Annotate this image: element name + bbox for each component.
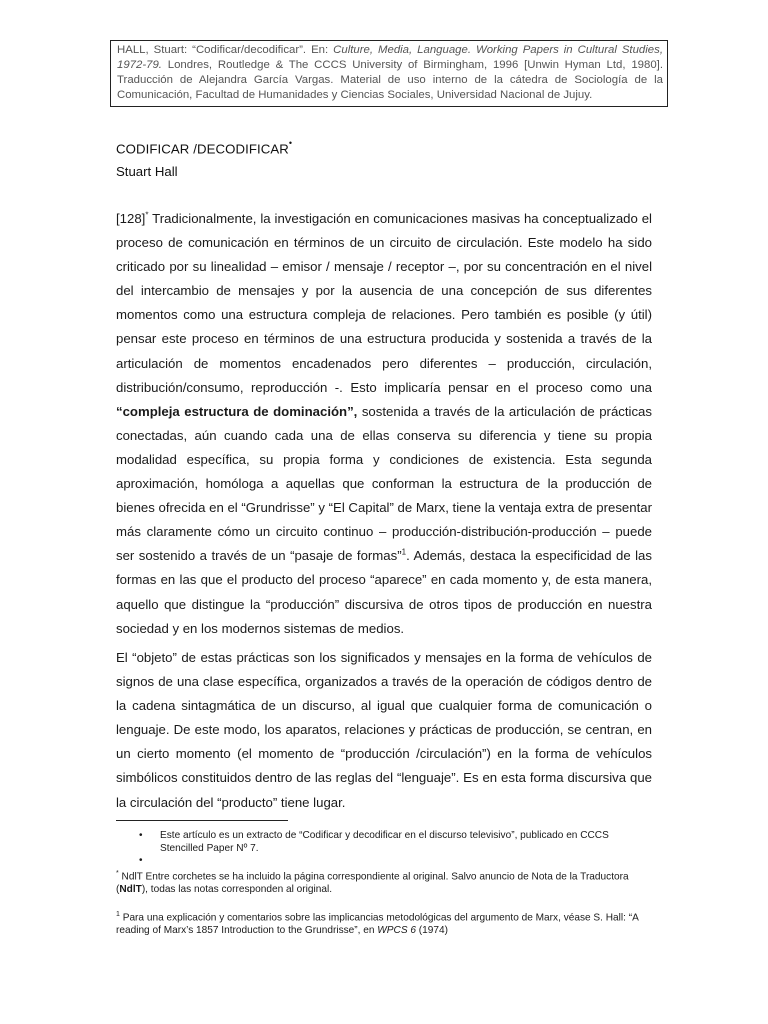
footnote-text: (1974)	[415, 924, 448, 936]
footnote-2	[116, 868, 656, 896]
title-text: CODIFICAR /DECODIFICAR	[116, 141, 289, 157]
page-reference-mark: *	[145, 210, 149, 220]
author-name: Stuart Hall	[116, 164, 178, 179]
body-paragraph-1	[116, 207, 652, 641]
footnote-1: Este artículo es un extracto de “Codificar y decodificar en el discurso televisivo”, publicado en CCCS Stencilled Paper Nº 7.	[160, 830, 609, 854]
citation-text: HALL, Stuart: “Codificar/decodificar”. En:	[117, 44, 334, 56]
paragraph-text: Tradicionalmente, la investigación en comunicaciones masivas ha conceptualizado el proceso de comunicación en términos de un circuito de circulación. Este modelo ha sido criticado por su linealidad – emisor / mensaje / receptor –, por su concentración en el nivel del intercambio de mensajes y por la ausencia de una concepción de sus diferentes momentos como una estructura compleja de relaciones. Pero también es posible (y útil) pensar este proceso en términos de una estructura producida y sostenida a través de la articulación de momentos encadenados pero diferentes – producción, circulación, distribución/consumo, reproducción -. Esto implicaría pensar en el proceso como una	[116, 211, 652, 395]
footnote-text: NdlT Entre corchetes se ha incluido la página correspondiente al original. Salvo anuncio de Nota de la Traductora (	[116, 871, 629, 895]
paragraph-text: . Además, destaca la especificidad de las formas en las que el producto del proceso “aparece” en cada momento y, de esta manera, aquello que distingue la “producción” discursiva de otros tipos de producción en nuestra sociedad y en los modernos sistemas de medios.	[116, 548, 652, 636]
paragraph-text: sostenida a través de la articulación de prácticas conectadas, aún cuando cada una de ellas conserva su diferencia y tiene su propia modalidad específica, su propia forma y condiciones de existencia. Esta segunda aproximación, homóloga a aquellas que conforman la estructura de la producción de bienes ofrecida en el “Grundrisse” y “El Capital” de Marx, tiene la ventaja extra de presentar más claramente cómo un circuito continuo – producción-distribución-producción – puede ser sostenido a través de un “pasaje de formas”	[116, 403, 652, 564]
footnote-text: ), todas las notas corresponden al original.	[141, 883, 333, 895]
footnote-bold: NdlT	[119, 883, 142, 895]
bold-phrase: “compleja estructura de dominación”,	[116, 403, 358, 419]
citation-book-title: Culture, Media, Language. Working Papers in Cultural Studies, 1972-79.	[117, 44, 663, 71]
page-reference: [128]	[116, 211, 146, 226]
footnote-bullet: •	[139, 855, 143, 866]
footnote-text: Para una explicación y comentarios sobre las implicancias metodológicas del argumento de Marx, véase S. Hall: “A reading of Marx’s 1857 Introduction to the Grundrisse”, en	[116, 912, 639, 936]
title-footnote-mark: •	[288, 138, 293, 148]
footnote-bullet: •	[139, 830, 143, 841]
citation-publisher: Londres, Routledge & The CCCS University of Birmingham, 1996 [Unwin Hyman Ltd, 1980]. Traducción de Alejandra García Vargas. Material de uso interno de la cátedra de Sociología de la Comunicación, Facultad de Humanidades y Ciencias Sociales, Universidad Nacional de Jujuy.	[117, 59, 663, 101]
footnote-mark: 1	[116, 911, 120, 918]
footnote-reference: 1	[401, 547, 407, 557]
citation-box	[110, 40, 668, 107]
footnote-3	[116, 909, 656, 937]
document-title	[116, 140, 292, 156]
body-paragraph-2: El “objeto” de estas prácticas son los significados y mensajes en la forma de vehículos de signos de una clase específica, organizados a través de la operación de códigos dentro de la cadena sintagmática de un discurso, al igual que cualquier forma de comunicación o lenguaje. De este modo, los aparatos, relaciones y prácticas de producción, se centran, en un cierto momento (el momento de “producción /circulación”) en la forma de vehículos simbólicos constituidos dentro de las reglas del “lenguaje”. Es en esta forma discursiva que la circulación del “producto” tiene lugar.	[116, 650, 652, 810]
footnote-separator	[116, 820, 288, 821]
footnote-mark: *	[116, 870, 119, 877]
footnote-italic: WPCS 6	[377, 924, 416, 936]
